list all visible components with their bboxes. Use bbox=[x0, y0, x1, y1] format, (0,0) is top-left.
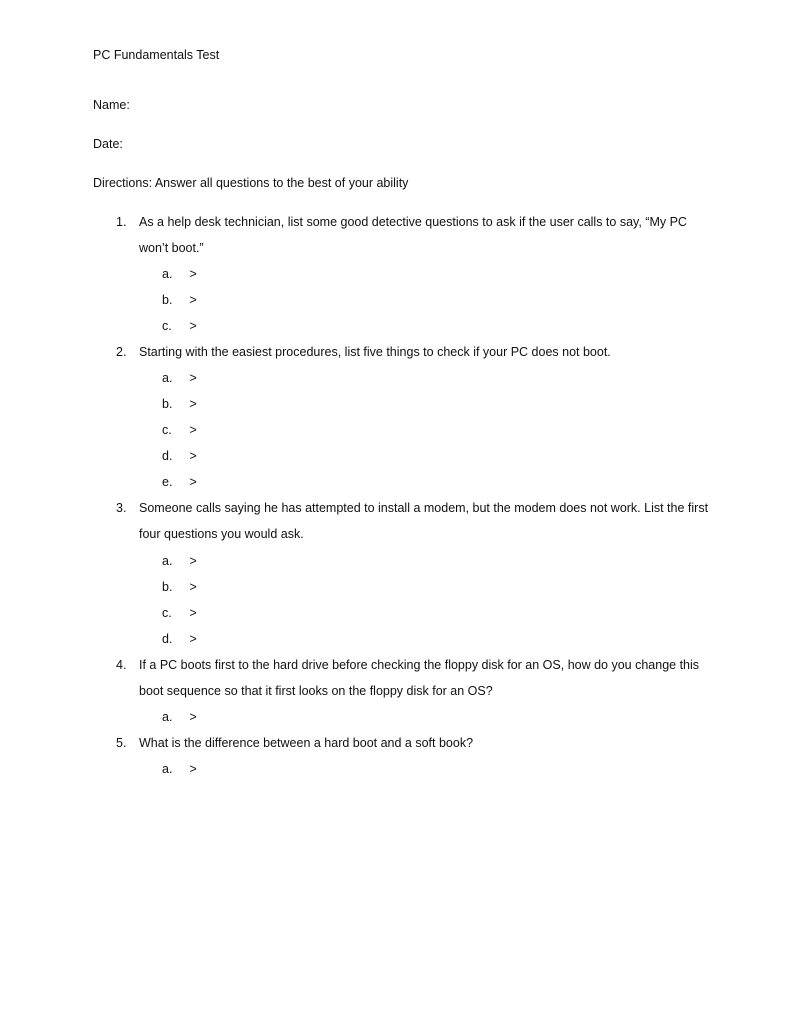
answer-letter: c. bbox=[162, 606, 172, 620]
answer-letter: a. bbox=[162, 762, 173, 776]
answer-letter: a. bbox=[162, 710, 173, 724]
answer-letter: b. bbox=[162, 580, 173, 594]
question-number: 1. bbox=[116, 215, 127, 229]
question-text: Starting with the easiest procedures, list five things to check if your PC does not boot. bbox=[139, 345, 611, 359]
date-label: Date: bbox=[93, 137, 123, 151]
answer-item bbox=[162, 422, 197, 438]
answer-letter: c. bbox=[162, 319, 172, 333]
answer-letter: b. bbox=[162, 397, 173, 411]
answer-marker: > bbox=[189, 632, 197, 646]
answer-item bbox=[162, 579, 197, 595]
answer-letter: b. bbox=[162, 293, 173, 307]
answer-item bbox=[162, 318, 197, 334]
question-number: 4. bbox=[116, 658, 127, 672]
answer-item bbox=[162, 266, 197, 282]
answer-marker: > bbox=[189, 319, 197, 333]
directions-text: Directions: Answer all questions to the best of your ability bbox=[93, 176, 409, 190]
answer-marker: > bbox=[189, 554, 197, 568]
answer-letter: e. bbox=[162, 475, 173, 489]
answer-letter: c. bbox=[162, 423, 172, 437]
answer-item bbox=[162, 761, 197, 777]
answer-item bbox=[162, 553, 197, 569]
answer-letter: a. bbox=[162, 267, 173, 281]
question-number: 3. bbox=[116, 501, 127, 515]
question-text: If a PC boots first to the hard drive before checking the floppy disk for an OS, how do you change this boot sequence so that it first looks on the floppy disk for an OS? bbox=[139, 658, 700, 698]
question-number: 2. bbox=[116, 345, 127, 359]
answer-item bbox=[162, 292, 197, 308]
answer-item bbox=[162, 631, 197, 647]
answer-item bbox=[162, 709, 197, 725]
answer-marker: > bbox=[189, 606, 197, 620]
answer-marker: > bbox=[189, 371, 197, 385]
answer-marker: > bbox=[189, 449, 197, 463]
answer-item bbox=[162, 448, 197, 464]
answer-marker: > bbox=[189, 293, 197, 307]
question-text: As a help desk technician, list some good detective questions to ask if the user calls to say, “My PC won’t boot.” bbox=[139, 215, 687, 255]
answer-marker: > bbox=[189, 710, 197, 724]
answer-letter: a. bbox=[162, 371, 173, 385]
question-text: Someone calls saying he has attempted to install a modem, but the modem does not work. List the first four questions you would ask. bbox=[139, 501, 709, 541]
answer-marker: > bbox=[189, 397, 197, 411]
document-title: PC Fundamentals Test bbox=[93, 48, 220, 62]
question-text: What is the difference between a hard boot and a soft book? bbox=[139, 736, 474, 750]
name-label: Name: bbox=[93, 98, 130, 112]
answer-marker: > bbox=[189, 267, 197, 281]
answer-item bbox=[162, 396, 197, 412]
answer-marker: > bbox=[189, 475, 197, 489]
answer-letter: d. bbox=[162, 632, 173, 646]
answer-marker: > bbox=[189, 762, 197, 776]
question-number: 5. bbox=[116, 736, 127, 750]
answer-marker: > bbox=[189, 580, 197, 594]
answer-item bbox=[162, 370, 197, 386]
answer-letter: d. bbox=[162, 449, 173, 463]
answer-item bbox=[162, 605, 197, 621]
answer-item bbox=[162, 474, 197, 490]
answer-marker: > bbox=[189, 423, 197, 437]
answer-letter: a. bbox=[162, 554, 173, 568]
